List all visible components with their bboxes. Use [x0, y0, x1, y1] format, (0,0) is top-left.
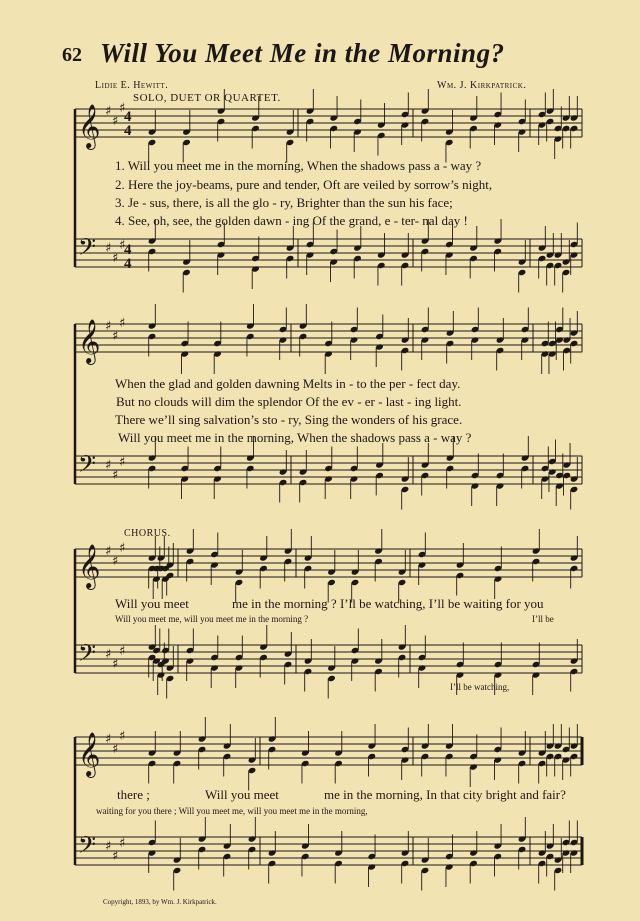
sharp-icon: ♯	[112, 742, 119, 757]
verse-1-continuation: When the glad and golden dawning Melts in - to the per - fect day.	[115, 376, 461, 391]
bass-clef-icon: 𝄢	[78, 639, 97, 672]
sharp-icon: ♯	[105, 241, 112, 256]
time-signature-top: 4	[124, 242, 132, 258]
sharp-icon: ♯	[105, 544, 112, 559]
verse-3-line: 3. Je - sus, there, is all the glo - ry, Brighter than the sun his face;	[115, 195, 453, 210]
verse-3-continuation: There we’ll sing salvation’s sto - ry, Sing the wonders of his grace.	[115, 412, 463, 427]
sharp-icon: ♯	[105, 839, 112, 854]
chorus-line-1b: me in the morning ? I’ll be watching, I’ll be waiting for you	[232, 596, 544, 611]
sharp-icon: ♯	[112, 849, 119, 864]
chorus-line-2b: Will you meet	[205, 787, 279, 802]
sharp-icon: ♯	[119, 836, 126, 851]
treble-clef-icon: 𝄞	[78, 104, 101, 148]
chorus-bass-line-1: I’ll be watching,	[450, 682, 510, 692]
verse-4-line: 4. See, oh, see, the golden dawn - ing Of the grand, e - ter- nal day !	[115, 213, 468, 228]
verse-4-continuation: Will you meet me in the morning, When the shadows pass a - way ?	[118, 430, 472, 445]
time-signature-top: 4	[124, 109, 132, 125]
bass-clef-icon: 𝄢	[78, 450, 97, 483]
chorus-line-1a: Will you meet	[115, 596, 189, 611]
sharp-icon: ♯	[105, 647, 112, 662]
bass-clef-icon: 𝄢	[78, 233, 97, 266]
sharp-icon: ♯	[112, 554, 119, 569]
sharp-icon: ♯	[105, 732, 112, 747]
sharp-icon: ♯	[119, 729, 126, 744]
verse-2-continuation: But no clouds will dim the splendor Of the ev - er - last - ing light.	[116, 394, 462, 409]
sharp-icon: ♯	[112, 657, 119, 672]
treble-clef-icon: 𝄞	[78, 544, 101, 588]
bass-clef-icon: 𝄢	[78, 831, 97, 864]
chorus-line-2a: there ;	[117, 787, 150, 802]
chorus-alto-line-2: waiting for you there ; Will you meet me, will you meet me in the morning,	[96, 806, 368, 816]
chorus-alto-line-1-end: I’ll be	[532, 614, 554, 624]
sharp-icon: ♯	[119, 101, 126, 116]
sharp-icon: ♯	[112, 251, 119, 266]
sharp-icon: ♯	[105, 319, 112, 334]
time-signature-treble	[124, 110, 132, 138]
sharp-icon: ♯	[112, 468, 119, 483]
time-signature-bass	[124, 243, 132, 271]
treble-clef-icon: 𝄞	[78, 319, 101, 363]
page-number: 62	[62, 44, 82, 66]
copyright-notice: Copyright, 1893, by Wm. J. Kirkpatrick.	[103, 898, 217, 906]
sharp-icon: ♯	[105, 458, 112, 473]
hymn-title: Will You Meet Me in the Morning?	[100, 38, 505, 68]
treble-clef-icon: 𝄞	[78, 732, 101, 776]
composer-credit: Wm. J. Kirkpatrick.	[437, 80, 527, 91]
sharp-icon: ♯	[119, 455, 126, 470]
sharp-icon: ♯	[119, 644, 126, 659]
sharp-icon: ♯	[105, 104, 112, 119]
sharp-icon: ♯	[119, 316, 126, 331]
chorus-alto-line-1: Will you meet me, will you meet me in the morning ?	[115, 614, 309, 624]
verse-1-line: 1. Will you meet me in the morning, When the shadows pass a - way ?	[115, 158, 482, 173]
time-signature-bottom: 4	[124, 256, 132, 272]
sharp-icon: ♯	[112, 329, 119, 344]
verse-2-line: 2. Here the joy-beams, pure and tender, Oft are veiled by sorrow’s night,	[115, 177, 493, 192]
time-signature-bottom: 4	[124, 123, 132, 139]
lyricist-credit: Lidie E. Hewitt.	[95, 80, 169, 91]
chorus-line-2c: me in the morning, In that city bright and fair?	[324, 787, 566, 802]
voicing-subheading: SOLO, DUET OR QUARTET.	[133, 92, 281, 104]
sharp-icon: ♯	[119, 541, 126, 556]
sharp-icon: ♯	[119, 238, 126, 253]
chorus-label: CHORUS.	[124, 528, 171, 539]
sharp-icon: ♯	[112, 114, 119, 129]
